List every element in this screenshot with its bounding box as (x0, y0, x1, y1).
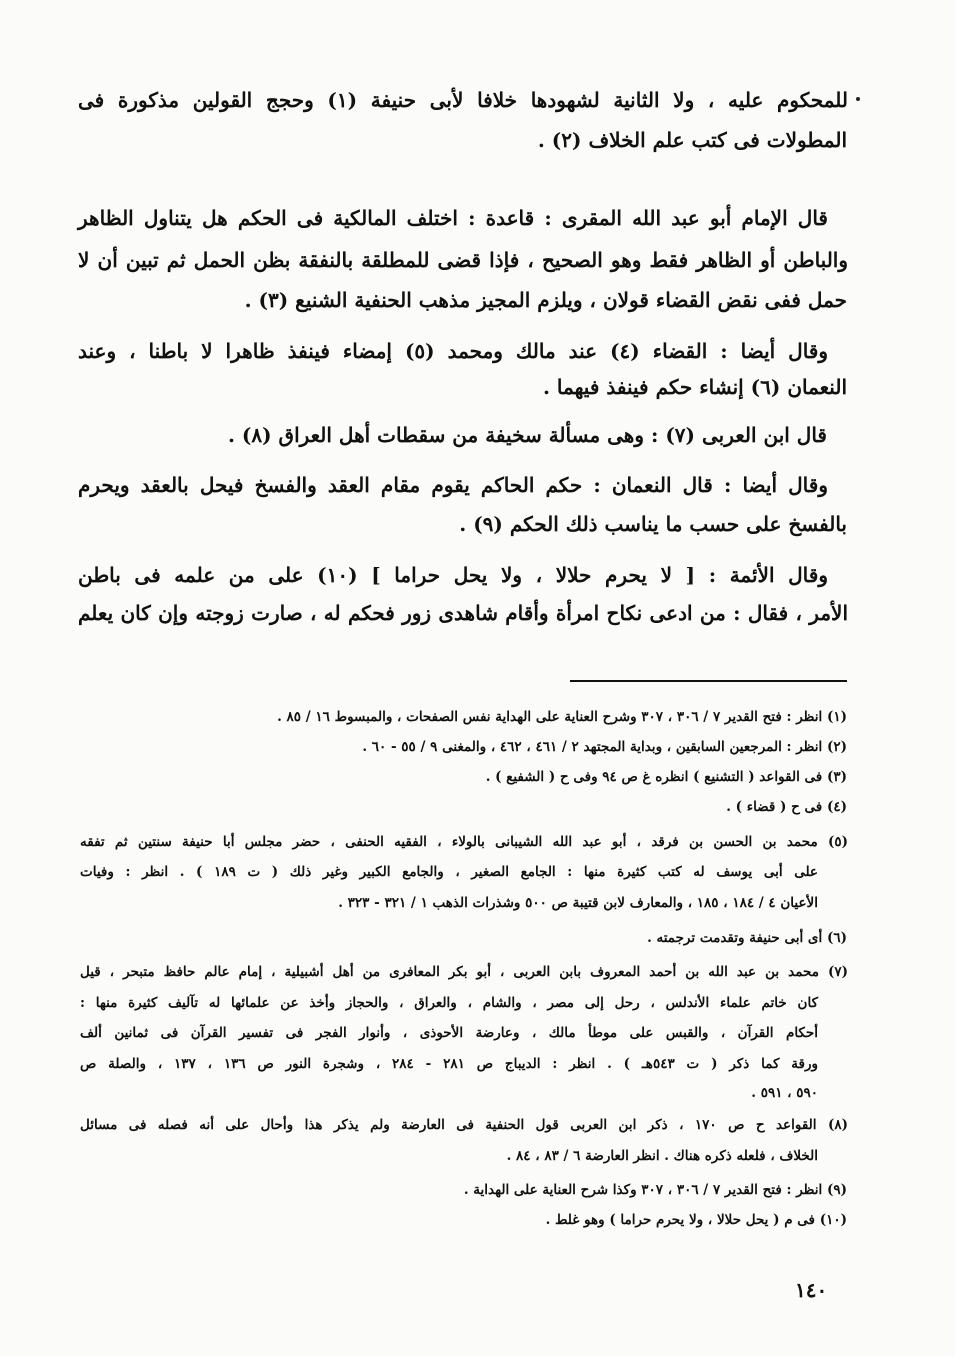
body-line: وقال الأئمة : [ لا يحرم حلالا ، ولا يحل حراما ] (١٠) على من علمه فى باطن (78, 563, 828, 587)
footnote-continuation: أحكام القرآن ، والقبس على موطأ مالك ، وعارضة الأحوذى ، وأنوار الفجر فى تفسير القرآن فى ثمانين ألف (80, 1025, 818, 1041)
footnote: (٤) فى ح ( قضاء ) . (726, 799, 847, 815)
footnote: (١٠) فى م ( يحل حلالا ، ولا يحرم حراما ) وهو غلط . (545, 1212, 847, 1228)
footnote-separator (570, 680, 847, 682)
footnote-continuation: ورقة كما ذكر ( ت ٥٤٣هـ ) . انظر : الديباج ص ٢٨١ - ٢٨٤ ، وشجرة النور ص ١٣٦ ، ١٣٧ ، والصلة ص (80, 1056, 819, 1072)
footnote-continuation: الخلاف ، فلعله ذكره هناك . انظر العارضة ٦ / ٨٣ ، ٨٤ . (506, 1148, 818, 1164)
body-line: المطولات فى كتب علم الخلاف (٢) . (537, 128, 847, 152)
page-number: ١٤٠ (795, 1278, 828, 1302)
body-line: بالفسخ على حسب ما يناسب ذلك الحكم (٩) . (459, 512, 847, 536)
footnote: (١) انظر : فتح القدير ٧ / ٣٠٦ ، ٣٠٧ وشرح العناية على الهداية نفس الصفحات ، والمبسوط ١٦ / ٨٥ . (277, 709, 847, 725)
footnote: (٩) انظر : فتح القدير ٧ / ٣٠٦ ، ٣٠٧ وكذا شرح العناية على الهداية . (463, 1182, 847, 1198)
body-line: قال الإمام أبو عبد الله المقرى : قاعدة : اختلف المالكية فى الحكم هل يتناول الظاهر (78, 206, 828, 230)
body-line: وقال أيضا : القضاء (٤) عند مالك ومحمد (٥) إمضاء فينفذ ظاهرا لا باطنا ، وعند (78, 339, 829, 363)
body-line: وقال أيضا : قال النعمان : حكم الحاكم يقوم مقام العقد والفسخ فيحل بالعقد ويحرم (78, 473, 828, 497)
footnote: (٦) أى أبى حنيفة وتقدمت ترجمته . (647, 930, 847, 946)
footnote-continuation: على أبى يوسف له كتب كثيرة منها : الجامع الصغير ، والجامع الكبير وغير ذلك ( ت ١٨٩ ) . انظر : وفيات (80, 864, 818, 880)
footnote: (٣) فى القواعد ( التشنيع ) انظره غ ص ٩٤ وفى ح ( الشفيع ) . (485, 769, 847, 785)
footnote: (٢) انظر : المرجعين السابقين ، وبداية المجتهد ٢ / ٤٦١ ، ٤٦٢ ، والمغنى ٩ / ٥٥ - ٦٠ . (362, 739, 847, 755)
body-line: الأمر ، فقال : من ادعى نكاح امرأة وأقام شاهدى زور فحكم له ، صارت زوجته وإن كان يعلم (78, 601, 848, 625)
margin-dot (856, 97, 860, 101)
body-line: للمحكوم عليه ، ولا الثانية لشهودها خلافا لأبى حنيفة (١) وحجج القولين مذكورة فى (78, 88, 848, 112)
footnote-continuation: كان خاتم علماء الأندلس ، رحل إلى مصر ، والشام ، والعراق ، والحجاز وأخذ عن علمائها له تآليف كثيرة منها : (80, 995, 818, 1011)
footnote-continuation: ٥٩٠ ، ٥٩١ . (751, 1085, 818, 1101)
footnote-continuation: الأعيان ٤ / ١٨٤ ، ١٨٥ ، والمعارف لابن قتيبة ص ٥٠٠ وشذرات الذهب ١ / ٣٢١ - ٣٢٣ . (338, 895, 818, 911)
footnote: (٧) محمد بن عبد الله بن أحمد المعروف بابن العربى ، أبو بكر المعافرى من أهل أشبيلية ، إمام عالم حافظ متبحر ، قيل (80, 964, 848, 980)
body-line: حمل ففى نقض القضاء قولان ، ويلزم المجيز مذهب الحنفية الشنيع (٣) . (244, 288, 847, 312)
footnote: (٥) محمد بن الحسن بن فرقد ، أبو عبد الله الشيبانى بالولاء ، الفقيه الحنفى ، حضر مجلس أبا حنيفة سنتين ثم تفقه (80, 834, 848, 850)
body-line: النعمان (٦) إنشاء حكم فينفذ فيهما . (543, 375, 847, 399)
body-line: والباطن أو الظاهر فقط وهو الصحيح ، فإذا قضى للمطلقة بالنفقة بظن الحمل ثم تبين أن لا (78, 248, 848, 272)
footnote: (٨) القواعد ح ص ١٧٠ ، ذكر ابن العربى قول الحنفية فى العارضة ولم يذكر هذا وأحال على أنه فصله فى مسائل (80, 1117, 848, 1133)
body-line: قال ابن العربى (٧) : وهى مسألة سخيفة من سقطات أهل العراق (٨) . (227, 423, 827, 447)
